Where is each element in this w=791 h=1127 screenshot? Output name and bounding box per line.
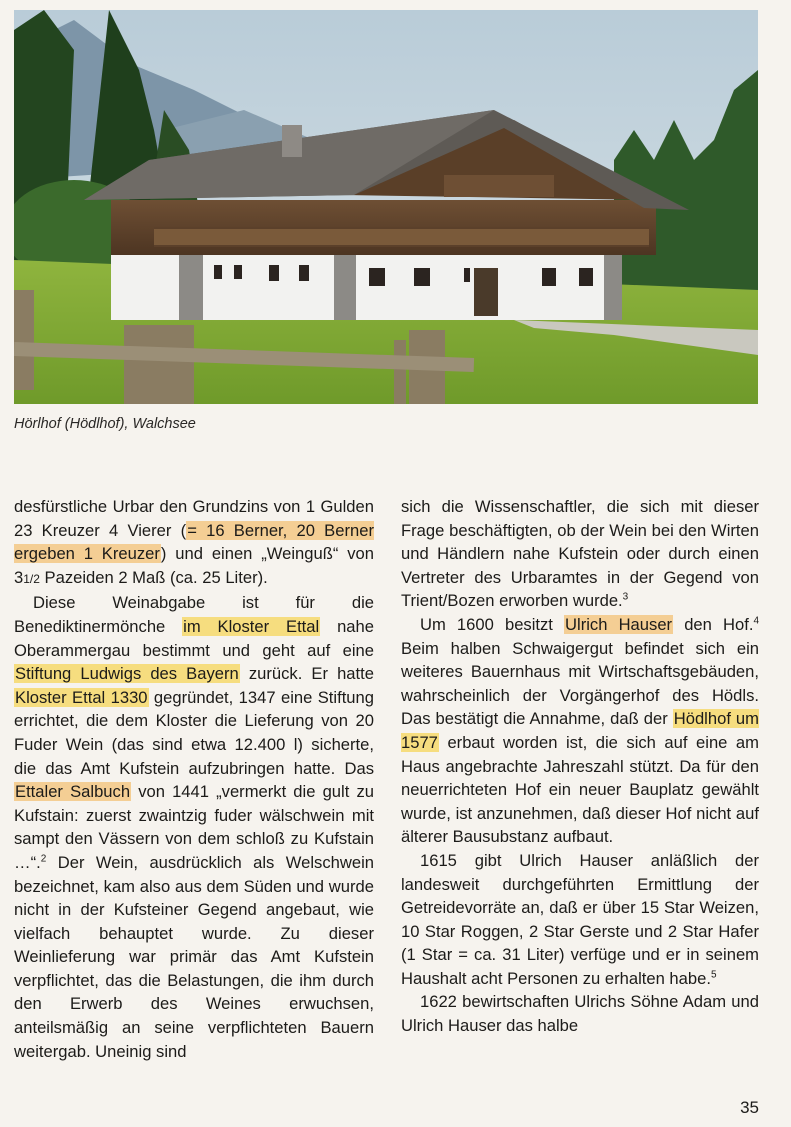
text-column-right [401,495,759,1038]
highlight: Ulrich Hauser [565,614,673,634]
highlight: = 16 Berner, 20 Berner ergeben 1 Kreuzer [14,520,374,564]
photo-caption: Hörlhof (Hödlhof), Walchsee [14,416,196,432]
farmhouse-photo [14,10,758,404]
paragraph: Diese Weinabgabe ist für die Benediktinermönche im Kloster Ettal nahe Oberammergau bestimmt und geht auf eine Stiftung Ludwigs des Bayern zurück. Er hatte Kloster Ettal 1330 gegründet, 1347 eine Stiftung errichtet, die dem Kloster die Lieferung von 20 Fuder Wein (das sind etwa 12.400 l) sicherte, die das Amt Kufstein aufzubringen hatte. Das Ettaler Salbuch von 1441 „vermerkt die gult zu Kufstain: zuerst zwaintzig fuder wälschwein mit sampt den Vässern von dem schloß zu Kufstain …“.$^2$ Der Wein, ausdrücklich als Welschwein bezeichnet, kam also aus dem Süden und wurde nicht in der Kufsteiner Gegend angebaut, wie vielfach behauptet wurde. Zu dieser Weinlieferung war primär das Amt Kufstein verpflichtet, das die Belastungen, die ihm durch den Erwerb des Weines erwuchsen, anteilsmäßig an seine verpflichteten Bauern weitergab. Uneinig sind [14,593,374,1061]
footnote-ref: 2 [40,853,47,865]
paragraph: 1615 gibt Ulrich Hauser anläßlich der landesweit durchgeführten Ermittlung der Getreidevorräte an, daß er über 15 Star Weizen, 10 Star Roggen, 2 Star Gerste und 2 Star Hafer (1 Star = ca. 31 Liter) verfüge und er in seinem Haushalt acht Personen zu erhalten habe.$^5$ [401,850,759,988]
paragraph: desfürstliche Urbar den Grundzins von 1 Gulden 23 Kreuzer 4 Vierer (= 16 Berner, 20 Berner ergeben 1 Kreuzer) und einen „Weinguß“ von 31/2 Pazeiden 2 Maß (ca. 25 Liter). [14,497,374,587]
highlight: Kloster Ettal 1330 [15,687,148,707]
highlight: im Kloster Ettal [183,616,320,636]
highlight: Stiftung Ludwigs des Bayern [15,664,239,684]
footnote-ref: 3 [622,591,629,603]
text-column-left [14,495,374,1063]
footnote-ref: 5 [710,969,717,981]
paragraph: 1622 bewirtschaften Ulrichs Söhne Adam und Ulrich Hauser das halbe [401,992,759,1036]
footnote-ref: 4 [753,615,760,627]
paragraph: Um 1600 besitzt Ulrich Hauser den Hof.$^4$ Beim halben Schwaigergut befindet sich ein weiteres Bauernhaus mit Wirtschaftsgebäuden, wahrscheinlich der Vorgängerhof des Hödls. Das bestätigt die Annahme, daß der Hödlhof um 1577 erbaut worden ist, die sich auf eine am Haus angebrachte Jahreszahl stützt. Da für den neuerrichteten Hof ein neuer Bauplatz gewählt wurde, ist anzunehmen, daß dieser Hof nicht auf älterer Bausubstanz aufbaut. [401,614,760,847]
highlight: Hödlhof um 1577 [401,709,759,752]
hoerlhof-image [14,10,758,404]
page-number: 35 [740,1098,759,1117]
paragraph: sich die Wissenschaftler, die sich mit dieser Frage beschäftigten, ob der Wein bei den Wirten und Händlern nahe Kufstein oder durch einen Vertreter des Urbaramtes in der Gegend von Trient/Bozen erworben wurde.$^3$ [401,497,759,611]
highlight: Ettaler Salbuch [15,782,131,802]
